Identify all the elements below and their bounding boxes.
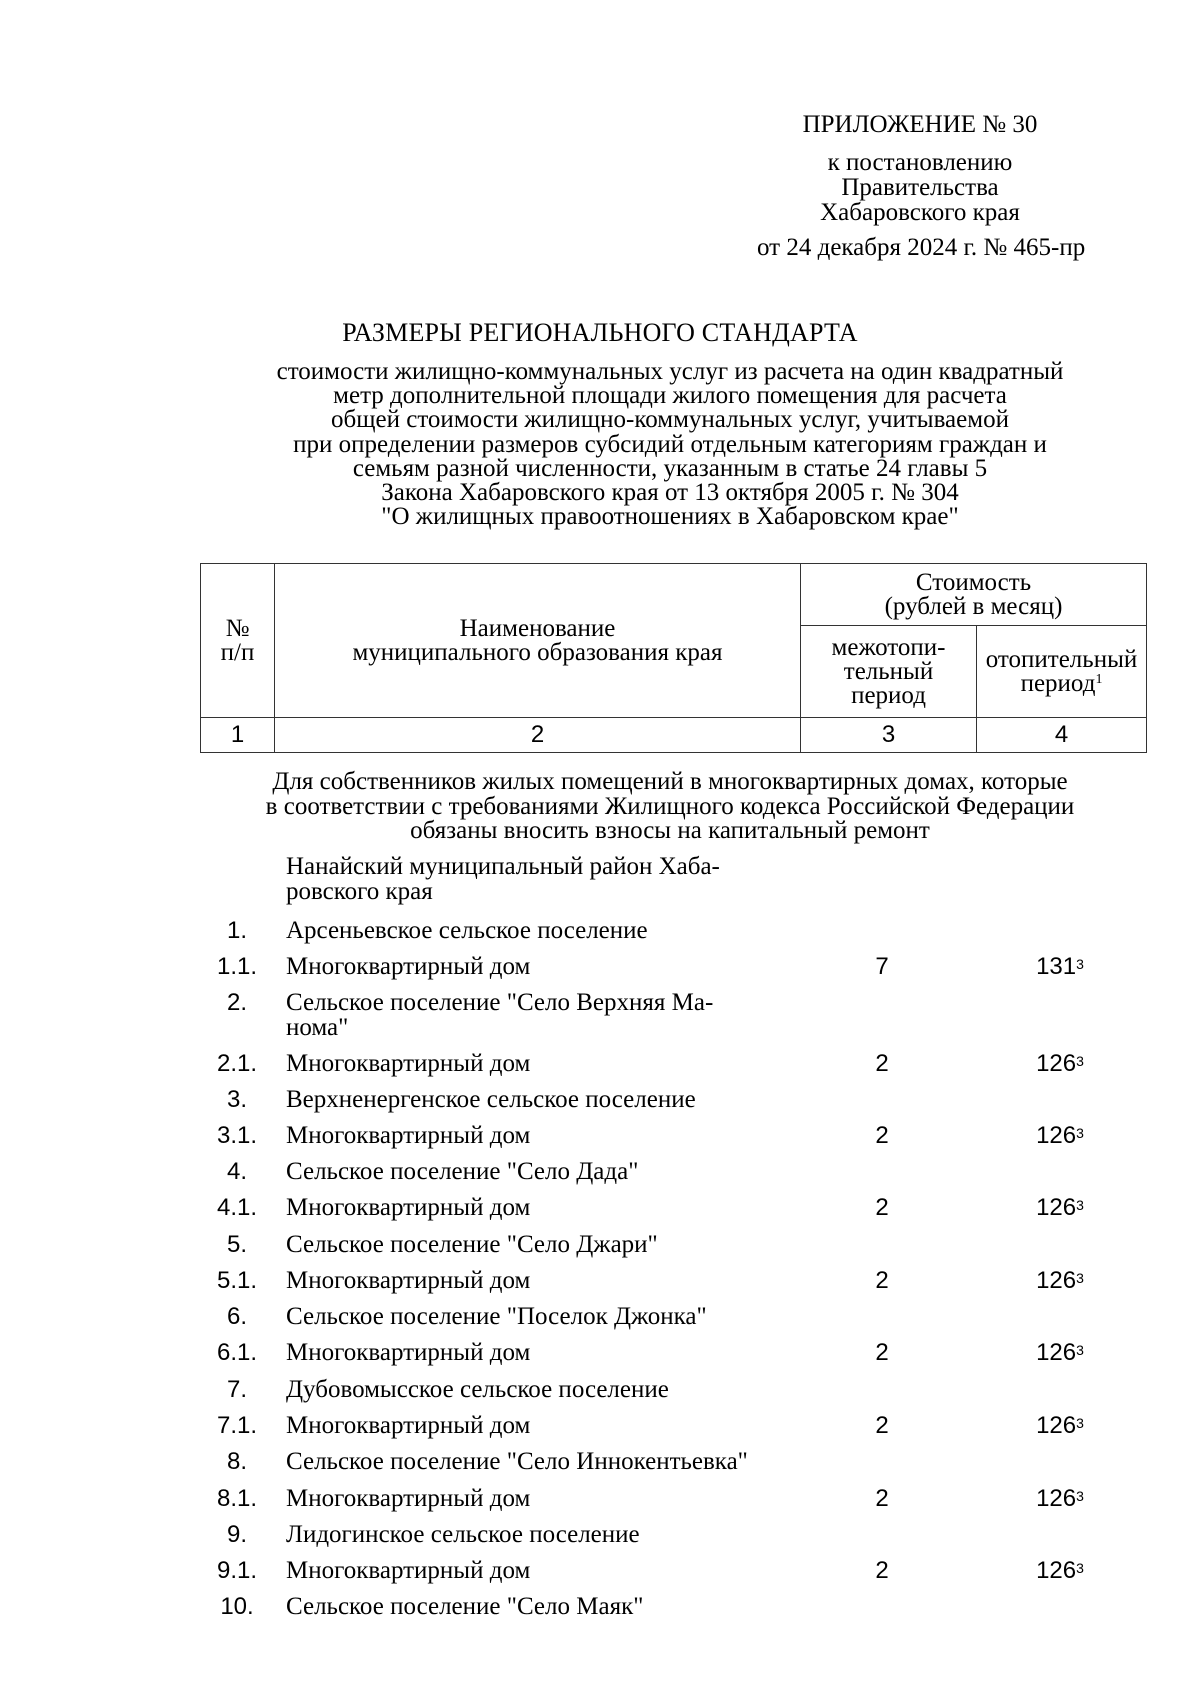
row-value-non-heating: 2	[875, 1485, 889, 1512]
header-text: Наименование	[459, 614, 616, 642]
value-text: 126	[1036, 1267, 1077, 1294]
row-value-heating	[975, 1049, 1145, 1079]
footnote-marker: 1	[1095, 671, 1103, 687]
row-name: Верхненергенское сельское поселение	[286, 1086, 696, 1113]
subtitle-line: Закона Хабаровского края от 13 октября 2005 г. № 304	[381, 479, 959, 507]
table-row	[0, 1520, 1200, 1550]
header-table	[200, 563, 1147, 753]
header-cell-heating-period	[977, 626, 1147, 718]
row-name: Лидогинское сельское поселение	[286, 1521, 640, 1548]
header-text: отопительный	[985, 645, 1138, 673]
value-text: 126	[1036, 1122, 1077, 1149]
row-name: Дубовомысское сельское поселение	[286, 1376, 669, 1403]
appendix-reference	[700, 150, 1140, 225]
header-cell-name	[275, 564, 801, 718]
header-text: (рублей в месяц)	[884, 592, 1063, 620]
row-number: 2.1.	[216, 1050, 258, 1077]
value-text: 126	[1036, 1194, 1077, 1221]
header-text: №	[225, 614, 250, 642]
subtitle-line: "О жилищных правоотношениях в Хабаровском крае"	[381, 503, 959, 531]
footnote-marker: 3	[1076, 1053, 1084, 1069]
header-cell-non-heating-period	[801, 626, 977, 718]
row-name: Многоквартирный дом	[286, 1485, 531, 1512]
table-row	[0, 1121, 1200, 1151]
subtitle-line: общей стоимости жилищно-коммунальных услуг, учитываемой	[331, 406, 1009, 434]
district-name	[286, 855, 806, 904]
row-value-non-heating: 2	[875, 1267, 889, 1294]
header-text: муниципального образования края	[352, 638, 723, 666]
row-value-heating	[975, 1411, 1145, 1441]
row-value-non-heating: 2	[875, 1339, 889, 1366]
table-row	[0, 1085, 1200, 1115]
row-name-line: нома"	[286, 1013, 349, 1041]
table-row	[0, 1484, 1200, 1514]
footnote-marker: 3	[1076, 956, 1084, 972]
row-name: Многоквартирный дом	[286, 1339, 531, 1366]
table-row	[0, 1447, 1200, 1477]
row-name: Арсеньевское сельское поселение	[286, 917, 648, 944]
row-name: Многоквартирный дом	[286, 1267, 531, 1294]
header-text: Стоимость	[915, 568, 1032, 596]
footnote-marker: 3	[1076, 1270, 1084, 1286]
document-subtitle	[160, 360, 1180, 529]
header-text: межотопи-	[831, 633, 946, 661]
section-heading-line: Для собственников жилых помещений в многоквартирных домах, которые	[272, 768, 1068, 795]
row-number: 8.1.	[216, 1485, 258, 1512]
row-number: 4.	[226, 1158, 247, 1185]
footnote-marker: 3	[1076, 1488, 1084, 1504]
row-value-heating	[975, 1121, 1145, 1151]
footnote-marker: 3	[1076, 1342, 1084, 1358]
row-name: Сельское поселение "Село Джари"	[286, 1231, 658, 1258]
row-value-heating	[975, 1338, 1145, 1368]
row-value-non-heating: 2	[875, 1194, 889, 1221]
row-value-heating	[975, 1266, 1145, 1296]
row-name: Многоквартирный дом	[286, 1557, 531, 1584]
row-name: Многоквартирный дом	[286, 953, 531, 980]
footnote-marker: 3	[1076, 1197, 1084, 1213]
district-line: Нанайский муниципальный район Хаба-	[286, 853, 720, 880]
value-text: 126	[1036, 1412, 1077, 1439]
district-line: ровского края	[286, 877, 433, 905]
header-cell-number	[201, 564, 275, 718]
row-value-heating	[975, 1556, 1145, 1586]
row-name: Сельское поселение "Село Иннокентьевка"	[286, 1448, 748, 1475]
row-value-heating	[975, 1484, 1145, 1514]
row-name	[286, 991, 806, 1040]
row-value-non-heating: 2	[875, 1050, 889, 1077]
row-value-heating	[975, 952, 1145, 982]
footnote-marker: 3	[1076, 1125, 1084, 1141]
row-name: Сельское поселение "Село Дада"	[286, 1158, 639, 1185]
row-number: 5.	[226, 1231, 247, 1258]
table-row	[0, 1302, 1200, 1332]
section-heading-line: в соответствии с требованиями Жилищного кодекса Российской Федерации	[265, 792, 1075, 820]
value-text: 126	[1036, 1557, 1077, 1584]
row-name: Многоквартирный дом	[286, 1194, 531, 1221]
row-number: 2.	[226, 989, 247, 1016]
table-row	[0, 1338, 1200, 1368]
table-row	[0, 1411, 1200, 1441]
row-number: 6.	[226, 1303, 247, 1330]
row-number: 3.	[226, 1086, 247, 1113]
row-name-line: Сельское поселение "Село Верхняя Ма-	[286, 989, 714, 1016]
section-heading-line: обязаны вносить взносы на капитальный ремонт	[410, 817, 930, 844]
table-row	[0, 988, 1200, 1041]
table-row	[0, 1556, 1200, 1586]
header-text: период	[851, 681, 926, 709]
row-number: 1.	[226, 917, 247, 944]
header-text: период	[1020, 669, 1096, 697]
section-heading	[160, 770, 1180, 844]
row-number: 1.1.	[216, 953, 258, 980]
appendix-to-line: к постановлению	[827, 149, 1013, 176]
row-number: 10.	[220, 1593, 254, 1620]
column-number: 1	[201, 718, 275, 753]
row-value-non-heating: 2	[875, 1412, 889, 1439]
row-number: 6.1.	[216, 1339, 258, 1366]
column-number: 2	[275, 718, 801, 753]
row-number: 7.1.	[216, 1412, 258, 1439]
footnote-marker: 3	[1076, 1560, 1084, 1576]
table-row	[0, 1230, 1200, 1260]
row-number: 4.1.	[216, 1194, 258, 1221]
header-text: п/п	[220, 638, 255, 666]
value-text: 126	[1036, 1485, 1077, 1512]
appendix-to-line: Хабаровского края	[820, 199, 1020, 226]
row-name: Многоквартирный дом	[286, 1412, 531, 1439]
table-row	[0, 1193, 1200, 1223]
row-number: 9.	[226, 1521, 247, 1548]
table-row	[0, 1266, 1200, 1296]
header-cell-cost	[801, 564, 1147, 626]
row-value-non-heating: 7	[875, 953, 889, 980]
subtitle-line: семьям разной численности, указанным в статье 24 главы 5	[352, 454, 988, 482]
row-name: Многоквартирный дом	[286, 1122, 531, 1149]
table-row	[0, 916, 1200, 946]
column-number: 4	[977, 718, 1147, 753]
row-value-heating	[975, 1193, 1145, 1223]
row-number: 5.1.	[216, 1267, 258, 1294]
header-text	[977, 669, 1146, 697]
subtitle-line: при определении размеров субсидий отдельным категориям граждан и	[293, 430, 1047, 458]
table-row	[0, 1592, 1200, 1622]
document-title: РАЗМЕРЫ РЕГИОНАЛЬНОГО СТАНДАРТА	[342, 318, 858, 347]
row-number: 7.	[226, 1376, 247, 1403]
row-name: Сельское поселение "Поселок Джонка"	[286, 1303, 707, 1330]
value-text: 126	[1036, 1339, 1077, 1366]
value-text: 126	[1036, 1050, 1077, 1077]
footnote-marker: 3	[1076, 1415, 1084, 1431]
value-text: 131	[1036, 953, 1077, 980]
appendix-date: от 24 декабря 2024 г. № 465-пр	[757, 234, 1086, 261]
row-number: 9.1.	[216, 1557, 258, 1584]
column-number: 3	[801, 718, 977, 753]
row-number: 3.1.	[216, 1122, 258, 1149]
row-value-non-heating: 2	[875, 1122, 889, 1149]
table-row	[0, 1375, 1200, 1405]
subtitle-line: стоимости жилищно-коммунальных услуг из расчета на один квадратный	[276, 358, 1064, 385]
header-text: тельный	[843, 657, 934, 685]
row-name: Сельское поселение "Село Маяк"	[286, 1593, 644, 1620]
table-row	[0, 1157, 1200, 1187]
row-number: 8.	[226, 1448, 247, 1475]
row-name: Многоквартирный дом	[286, 1050, 531, 1077]
row-value-non-heating: 2	[875, 1557, 889, 1584]
table-row	[0, 952, 1200, 982]
subtitle-line: метр дополнительной площади жилого помещения для расчета	[333, 382, 1007, 410]
appendix-to-line: Правительства	[841, 174, 999, 201]
appendix-title: ПРИЛОЖЕНИЕ № 30	[802, 111, 1038, 138]
table-row	[0, 1049, 1200, 1079]
